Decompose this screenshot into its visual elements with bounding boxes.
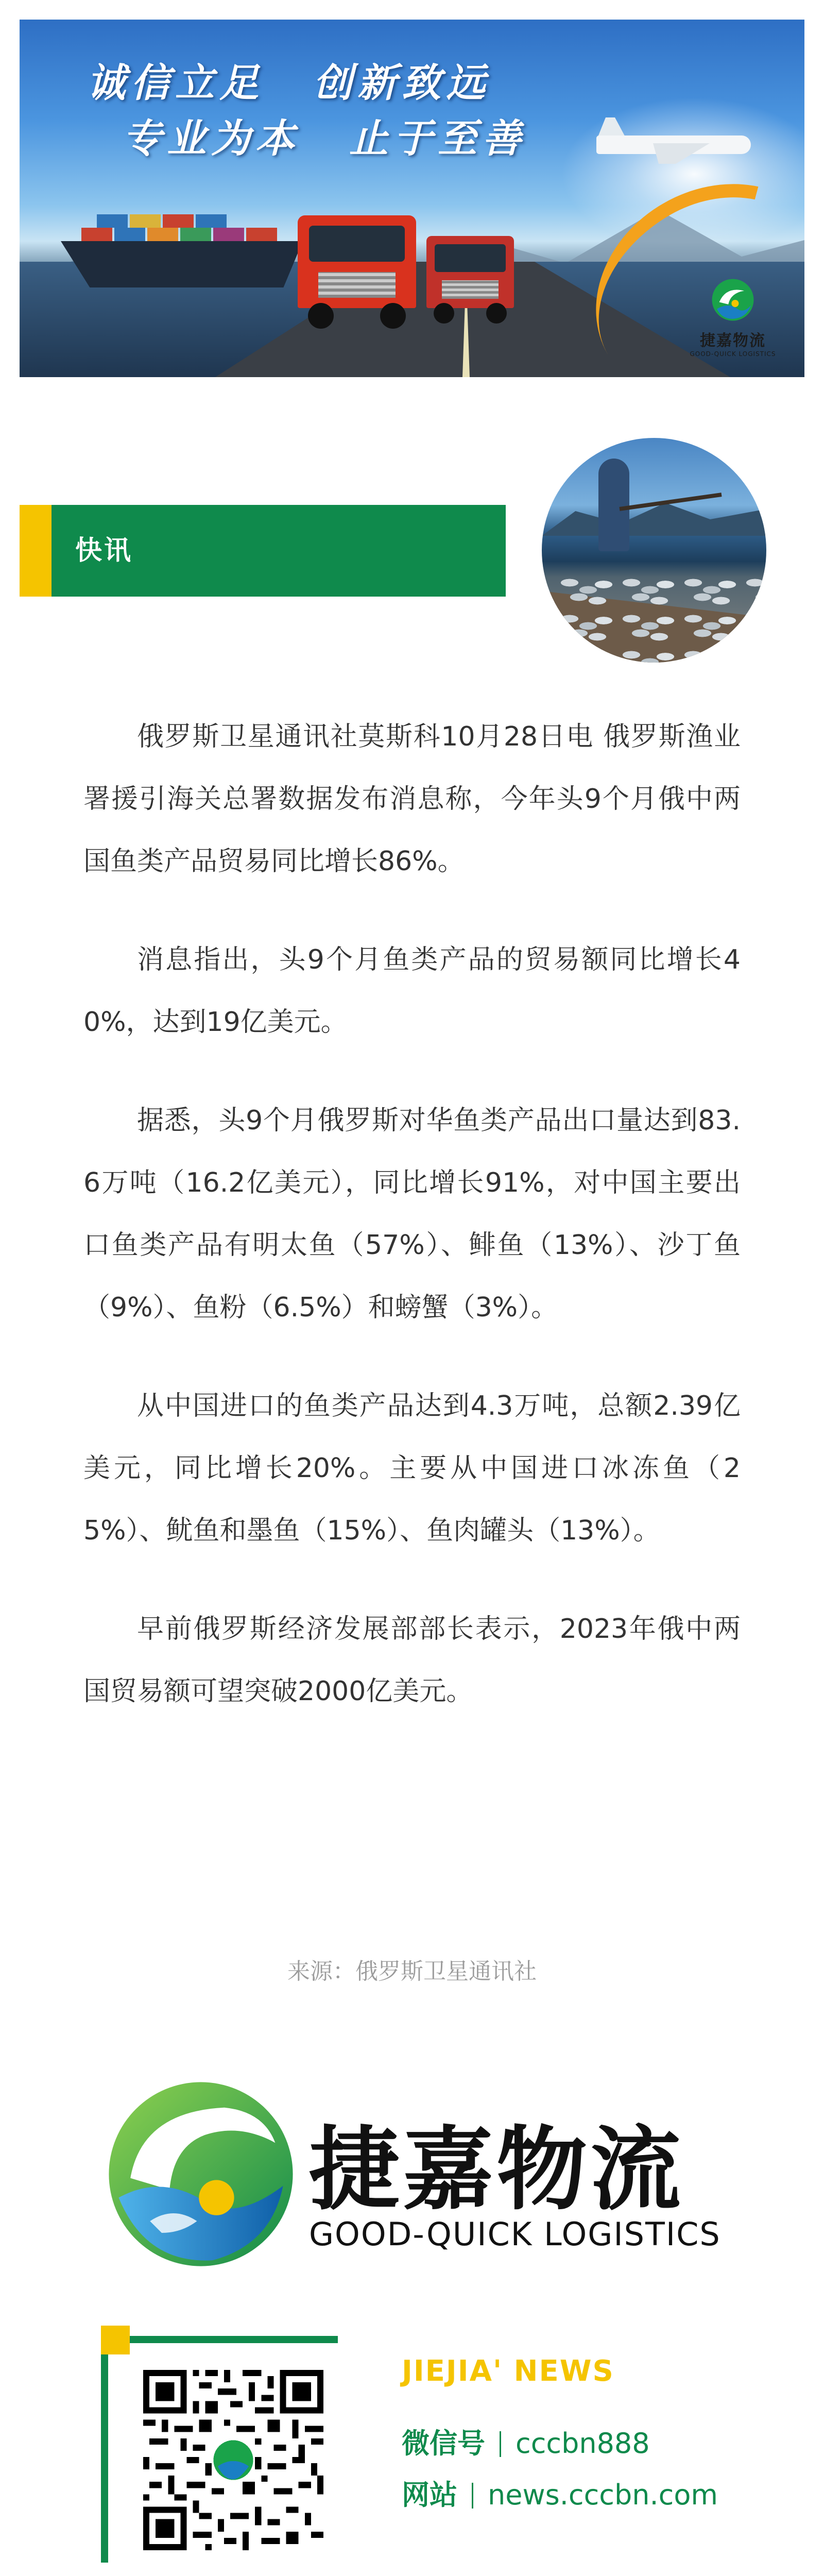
article-paragraph: 早前俄罗斯经济发展部部长表示，2023年俄中两国贸易额可望突破2000亿美元。 bbox=[83, 1614, 741, 1707]
company-logo-large-icon bbox=[103, 2076, 299, 2272]
footer-logo-chinese: 捷嘉物流 bbox=[309, 2117, 684, 2223]
slogan-line1-left: 诚信立足 bbox=[87, 60, 264, 106]
slogan-line1-right: 创新致远 bbox=[313, 60, 490, 106]
wechat-qr-code[interactable] bbox=[143, 2370, 323, 2550]
article-paragraph: 据悉，头9个月俄罗斯对华鱼类产品出口量达到83.6万吨（16.2亿美元），同比增长91%，对中国主要出口鱼类产品有明太鱼（57%）、鲱鱼（13%）、沙丁鱼（9%）、鱼粉（6.5%）和螃蟹（3%）。 bbox=[83, 1105, 741, 1323]
red-truck-image bbox=[298, 215, 416, 334]
article-paragraph: 俄罗斯卫星通讯社莫斯科10月28日电 俄罗斯渔业署援引海关总署数据发布消息称，今年头9个月俄中两国鱼类产品贸易同比增长86%。 bbox=[83, 721, 741, 877]
qr-frame-left-line bbox=[101, 2354, 108, 2563]
article-body bbox=[83, 706, 741, 1759]
second-truck-image bbox=[426, 236, 514, 329]
fishing-boat-photo bbox=[542, 438, 766, 663]
website-label: 网站 bbox=[402, 2479, 457, 2511]
article-paragraph: 从中国进口的鱼类产品达到4.3万吨，总额2.39亿美元，同比增长20%。主要从中国进口冰冻鱼（25%）、鱿鱼和墨鱼（15%）、鱼肉罐头（13%）。 bbox=[83, 1391, 741, 1546]
section-title: 快讯 bbox=[75, 535, 133, 566]
wechat-label: 微信号 bbox=[402, 2427, 485, 2460]
slogan-line2-right: 止于至善 bbox=[349, 115, 526, 161]
hero-banner bbox=[20, 20, 804, 377]
banner-logo-chinese: 捷嘉物流 bbox=[700, 332, 766, 350]
banner-logo-english: GOOD-QUICK LOGISTICS bbox=[690, 350, 776, 358]
website-link[interactable]: news.cccbn.com bbox=[488, 2479, 718, 2511]
article-paragraph: 消息指出，头9个月鱼类产品的贸易额同比增长40%，达到19亿美元。 bbox=[83, 944, 741, 1038]
wechat-contact-row bbox=[402, 2421, 650, 2461]
banner-logo bbox=[674, 277, 792, 365]
qr-frame-yellow-corner bbox=[101, 2326, 130, 2354]
airplane-image bbox=[596, 117, 761, 164]
qr-code-icon bbox=[143, 2370, 323, 2550]
footer-logo-english: GOOD-QUICK LOGISTICS bbox=[309, 2215, 721, 2253]
contact-separator bbox=[500, 2431, 501, 2457]
footer-logo bbox=[103, 2076, 721, 2272]
company-logo-icon bbox=[710, 277, 756, 323]
website-contact-row bbox=[402, 2473, 718, 2513]
cargo-ship-image bbox=[61, 190, 303, 287]
qr-code-frame bbox=[101, 2326, 343, 2563]
section-header bbox=[20, 505, 506, 597]
news-brand-title: JIEJIA' NEWS bbox=[402, 2354, 614, 2388]
slogan-line2-left: 专业为本 bbox=[123, 115, 300, 161]
qr-frame-top-line bbox=[130, 2336, 338, 2343]
header-accent-block bbox=[20, 505, 52, 597]
article-source: 来源：俄罗斯卫星通讯社 bbox=[287, 1958, 537, 1985]
wechat-id[interactable]: cccbn888 bbox=[516, 2427, 650, 2460]
contact-separator bbox=[472, 2483, 473, 2509]
